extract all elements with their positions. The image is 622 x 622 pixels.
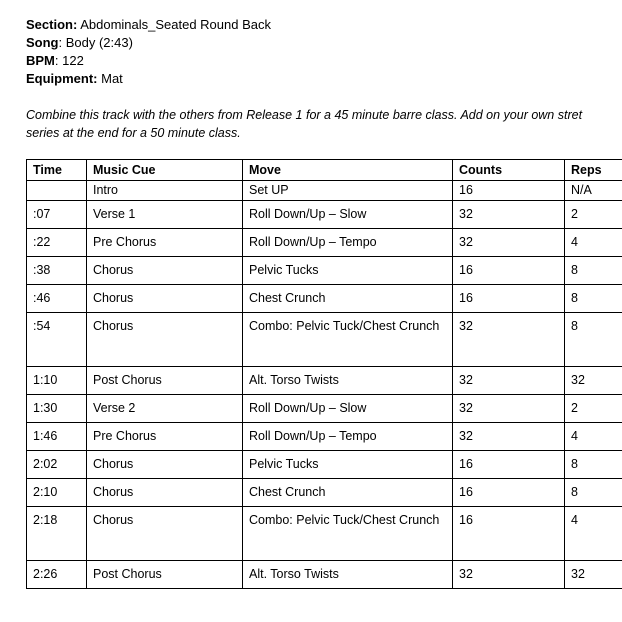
column-header-time: Time: [27, 160, 87, 181]
time-cell: :54: [27, 313, 87, 367]
music-cue-cell: Post Chorus: [87, 561, 243, 589]
class-note-line-2: series at the end for a 50 minute class.: [26, 126, 241, 140]
bpm-label: BPM: [26, 53, 55, 68]
reps-cell: 8: [565, 479, 622, 507]
bpm-line: [26, 52, 84, 70]
time-cell: 1:10: [27, 367, 87, 395]
table-row: [27, 479, 622, 507]
reps-cell: 4: [565, 423, 622, 451]
class-note-line-1: Combine this track with the others from Release 1 for a 45 minute barre class. Add on your own stret: [26, 108, 583, 122]
music-cue-cell: Chorus: [87, 451, 243, 479]
counts-cell: 16: [453, 479, 565, 507]
move-cell: Set UP: [243, 181, 453, 201]
time-cell: 2:10: [27, 479, 87, 507]
counts-cell: 32: [453, 367, 565, 395]
counts-cell: 32: [453, 395, 565, 423]
table-row: [27, 395, 622, 423]
counts-cell: 16: [453, 257, 565, 285]
reps-cell: 2: [565, 201, 622, 229]
equipment-line: [26, 70, 123, 88]
music-cue-cell: Chorus: [87, 479, 243, 507]
music-cue-cell: Chorus: [87, 313, 243, 367]
music-cue-cell: Chorus: [87, 507, 243, 561]
time-cell: :46: [27, 285, 87, 313]
table-body: [27, 181, 622, 589]
time-cell: [27, 181, 87, 201]
counts-cell: 32: [453, 423, 565, 451]
counts-cell: 32: [453, 201, 565, 229]
music-cue-cell: Intro: [87, 181, 243, 201]
time-cell: :22: [27, 229, 87, 257]
time-cell: 2:26: [27, 561, 87, 589]
table-row: [27, 451, 622, 479]
choreography-table: [26, 159, 622, 589]
reps-cell: 8: [565, 313, 622, 367]
move-cell: Chest Crunch: [243, 479, 453, 507]
music-cue-cell: Chorus: [87, 257, 243, 285]
time-cell: 1:30: [27, 395, 87, 423]
bpm-value: : 122: [54, 53, 84, 68]
time-cell: 1:46: [27, 423, 87, 451]
time-cell: 2:02: [27, 451, 87, 479]
reps-cell: 2: [565, 395, 622, 423]
counts-cell: 32: [453, 229, 565, 257]
table-row: [27, 423, 622, 451]
reps-cell: 8: [565, 285, 622, 313]
reps-cell: 32: [565, 561, 622, 589]
table-row: [27, 285, 622, 313]
move-cell: Roll Down/Up – Tempo: [243, 423, 453, 451]
counts-cell: 16: [453, 451, 565, 479]
move-cell: Combo: Pelvic Tuck/Chest Crunch: [243, 507, 453, 561]
reps-cell: 32: [565, 367, 622, 395]
time-cell: :38: [27, 257, 87, 285]
song-line: [26, 34, 133, 52]
reps-cell: 4: [565, 229, 622, 257]
counts-cell: 16: [453, 181, 565, 201]
reps-cell: N/A: [565, 181, 622, 201]
counts-cell: 32: [453, 313, 565, 367]
table-row: [27, 201, 622, 229]
song-value: : Body (2:43): [58, 35, 133, 50]
move-cell: Alt. Torso Twists: [243, 367, 453, 395]
music-cue-cell: Chorus: [87, 285, 243, 313]
music-cue-cell: Verse 2: [87, 395, 243, 423]
table-row: [27, 181, 622, 201]
music-cue-cell: Pre Chorus: [87, 229, 243, 257]
move-cell: Roll Down/Up – Tempo: [243, 229, 453, 257]
table-row: [27, 229, 622, 257]
reps-cell: 8: [565, 257, 622, 285]
section-line: [26, 16, 271, 34]
column-header-music-cue: Music Cue: [87, 160, 243, 181]
move-cell: Roll Down/Up – Slow: [243, 201, 453, 229]
table-row: [27, 257, 622, 285]
class-note: [26, 106, 622, 142]
time-cell: :07: [27, 201, 87, 229]
table-row: [27, 367, 622, 395]
move-cell: Pelvic Tucks: [243, 257, 453, 285]
column-header-move: Move: [243, 160, 453, 181]
table-row: [27, 507, 622, 561]
music-cue-cell: Pre Chorus: [87, 423, 243, 451]
reps-cell: 8: [565, 451, 622, 479]
move-cell: Combo: Pelvic Tuck/Chest Crunch: [243, 313, 453, 367]
counts-cell: 32: [453, 561, 565, 589]
move-cell: Alt. Torso Twists: [243, 561, 453, 589]
reps-cell: 4: [565, 507, 622, 561]
table-header-row: [27, 160, 622, 181]
table-row: [27, 313, 622, 367]
table-row: [27, 561, 622, 589]
song-label: Song: [26, 35, 59, 50]
column-header-reps: Reps: [565, 160, 622, 181]
music-cue-cell: Post Chorus: [87, 367, 243, 395]
column-header-counts: Counts: [453, 160, 565, 181]
time-cell: 2:18: [27, 507, 87, 561]
move-cell: Pelvic Tucks: [243, 451, 453, 479]
move-cell: Chest Crunch: [243, 285, 453, 313]
equipment-label: Equipment:: [26, 71, 98, 86]
counts-cell: 16: [453, 285, 565, 313]
section-value: Abdominals_Seated Round Back: [80, 17, 271, 32]
counts-cell: 16: [453, 507, 565, 561]
music-cue-cell: Verse 1: [87, 201, 243, 229]
equipment-value: Mat: [101, 71, 123, 86]
section-label: Section:: [26, 17, 78, 32]
move-cell: Roll Down/Up – Slow: [243, 395, 453, 423]
